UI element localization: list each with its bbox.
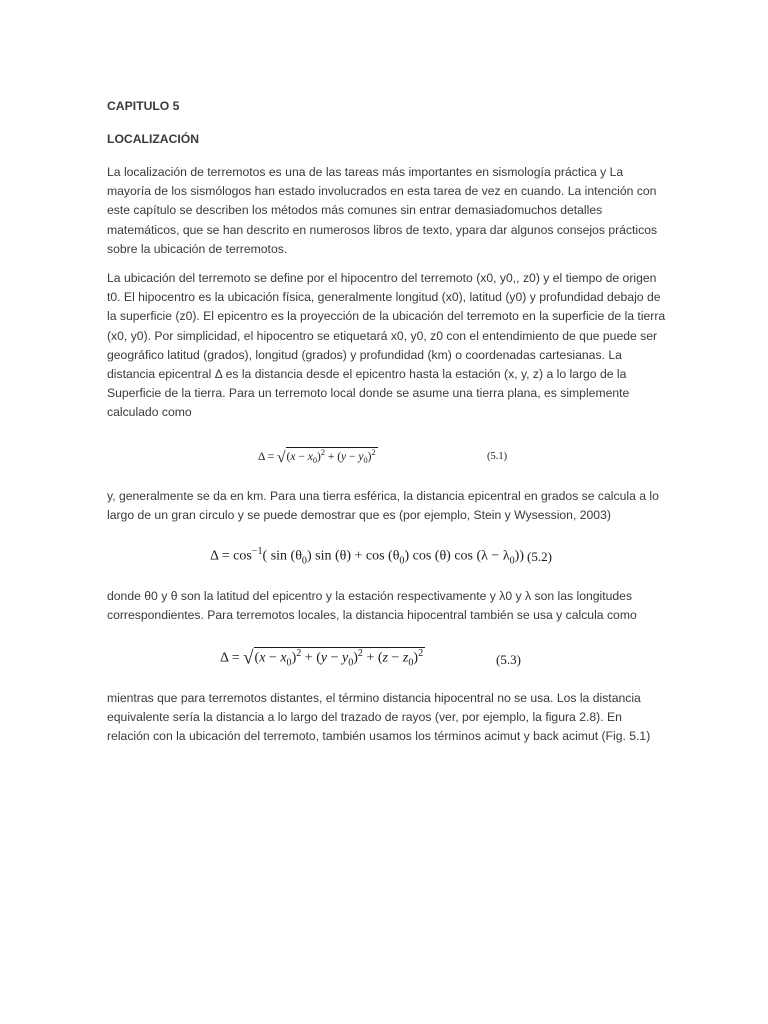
equation-5-3-number: (5.3) — [496, 652, 521, 667]
equation-5-2: $\Delta = \cos^{-1}$( $\sin (\theta_0)$ $\sin (\theta) + \cos (\theta_0)$ cos (θ) $\cos (\lambda - \lambda_0)$) — [210, 546, 524, 567]
paragraph-hypocenter: La ubicación del terremoto se define por el hipocentro del terremoto (x0, y0,, z0) y el tiempo de origen t0. El hipocentro es la ubicación física, generalmente longitud (x0), latitud (y0) y profundidad debajo de la superficie (z0). El epicentro es la proyección de la ubicación del terremoto en la superficie de la tierra (x0, y0). Por simplicidad, el hipocentro se etiquetará x0, y0, z0 con el entendimiento de que puede ser geográfico latitud (grados), longitud (grados) y profundidad (km) o coordenadas cartesianas. La distancia epicentral Δ es la distancia desde el epicentro hasta la estación (x, y, z) a lo largo de la Superficie de la tierra. Para un terremoto local donde se asume una tierra plana, es simplemente calculado como — [107, 271, 666, 420]
equation-5-2-number: (5.2) — [527, 549, 552, 564]
equation-5-3: $\Delta = √(x - x_0)^2 + (y - y_0)^2 + (z - z_0)^2$ — [220, 647, 424, 669]
chapter-heading: CAPITULO 5 — [107, 99, 180, 113]
equation-5-1: $\Delta = √(x - x_0)^2 + (y - y_0)^2$ — [258, 448, 376, 466]
equation-5-1-number: (5.1) — [487, 451, 508, 462]
section-heading: LOCALIZACIÓN — [107, 132, 200, 146]
paragraph-distant-earthquakes: mientras que para terremotos distantes, el término distancia hipocentral no se usa. Los la distancia equivalente sería la distancia a lo largo del trazado de rayos (ver, por ejemplo, la figura 2.8). En relación con la ubicación del terremoto, también usamos los términos acimut y back acimut (Fig. 5.1) — [107, 691, 651, 744]
paragraph-latitude: donde θ0 y θ son la latitud del epicentro y la estación respectivamente y λ0 y λ son las longitudes correspondientes. Para terremotos locales, la distancia hipocentral también se usa y calcula como — [107, 589, 637, 623]
paragraph-spherical-earth: y, generalmente se da en km. Para una tierra esférica, la distancia epicentral en grados se calcula a lo largo de un gran circulo y se puede demostrar que es (por ejemplo, Stein y Wysession, 2003) — [107, 489, 659, 523]
paragraph-intro: La localización de terremotos es una de las tareas más importantes en sismología práctica y La mayoría de los sismólogos han estado involucrados en esta tarea de vez en cuando. La intención con este capítulo se describen los métodos más comunes sin entrar demasiadomuchos detalles matemáticos, que se han descrito en numerosos libros de texto, ypara dar algunos consejos prácticos sobre la ubicación de terremotos. — [107, 165, 658, 256]
